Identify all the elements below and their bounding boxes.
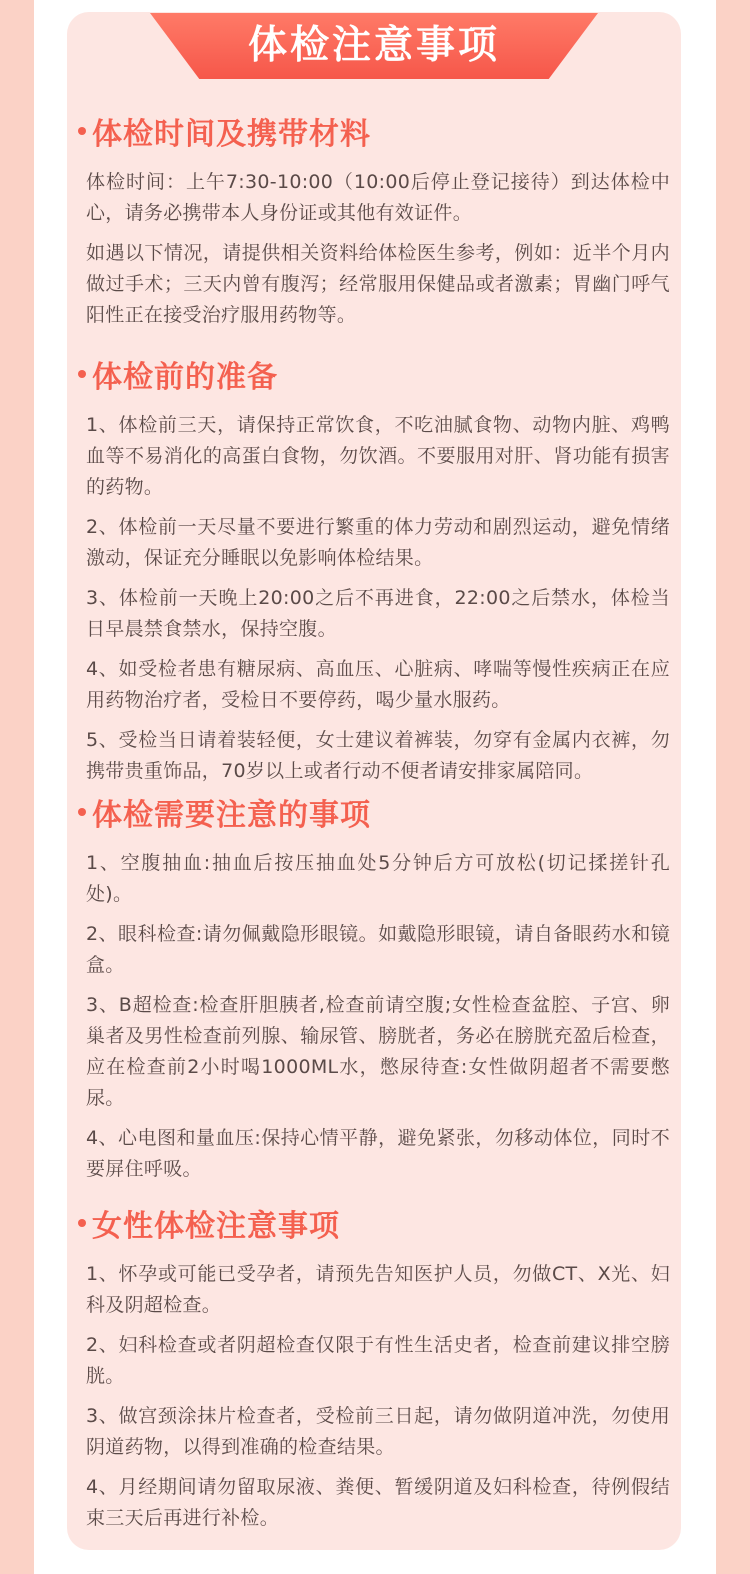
section-preparation [70,354,670,787]
section-title: 体检前的准备 [92,360,278,395]
paragraph: 2、眼科检查:请勿佩戴隐形眼镜。如戴隐形眼镜，请自备眼药水和镜盒。 [86,923,670,976]
paragraph: 1、怀孕或可能已受孕者，请预先告知医护人员，勿做CT、X光、妇科及阴超检查。 [86,1263,670,1316]
section-title: 女性体检注意事项 [92,1209,340,1244]
paragraph: 1、体检前三天，请保持正常饮食，不吃油腻食物、动物内脏、鸡鸭血等不易消化的高蛋白食物，勿饮酒。不要服用对肝、肾功能有损害的药物。 [86,414,670,498]
bullet-dot-icon [78,370,86,378]
bullet-dot-icon [78,808,86,816]
bullet-dot-icon [78,1219,86,1227]
bullet-dot-icon [78,127,86,135]
section-title: 体检需要注意的事项 [92,798,371,833]
paragraph: 2、妇科检查或者阴超检查仅限于有性生活史者，检查前建议排空膀胱。 [86,1334,670,1387]
paragraph: 2、体检前一天尽量不要进行繁重的体力劳动和剧烈运动，避免情绪激动，保证充分睡眠以免影响体检结果。 [86,516,670,569]
paragraph: 4、心电图和量血压:保持心情平静，避免紧张，勿移动体位，同时不要屏住呼吸。 [86,1127,670,1180]
section-notes [70,792,670,1185]
paragraph: 3、B超检查:检查肝胆胰者,检查前请空腹;女性检查盆腔、子宫、卵巢者及男性检查前列腺、输尿管、膀胱者，务必在膀胱充盈后检查，应在检查前2小时喝1000ML水，憋尿待查:女性做阴超者不需要憋尿。 [86,994,670,1109]
paragraph: 如遇以下情况，请提供相关资料给体检医生参考，例如：近半个月内做过手术；三天内曾有腹泻；经常服用保健品或者激素；胃幽门呼气阳性正在接受治疗服用药物等。 [86,242,670,326]
paragraph: 3、做宫颈涂抹片检查者，受检前三日起，请勿做阴道冲洗，勿使用阴道药物，以得到准确的检查结果。 [86,1405,670,1458]
section-title: 体检时间及携带材料 [92,117,371,152]
section-female [70,1203,670,1534]
paragraph: 体检时间：上午7:30-10:00（10:00后停止登记接待）到达体检中心，请务必携带本人身份证或其他有效证件。 [86,171,670,224]
paragraph: 4、如受检者患有糖尿病、高血压、心脏病、哮喘等慢性疾病正在应用药物治疗者，受检日不要停药，喝少量水服药。 [86,658,670,711]
paragraph: 5、受检当日请着装轻便，女士建议着裤装，勿穿有金属内衣裤，勿携带贵重饰品，70岁以上或者行动不便者请安排家属陪同。 [86,729,670,782]
paragraph: 4、月经期间请勿留取尿液、粪便、暂缓阴道及妇科检查，待例假结束三天后再进行补检。 [86,1476,670,1529]
paragraph: 1、空腹抽血:抽血后按压抽血处5分钟后方可放松(切记揉搓针孔处)。 [86,852,670,905]
paragraph: 3、体检前一天晚上20:00之后不再进食，22:00之后禁水，体检当日早晨禁食禁水，保持空腹。 [86,587,670,640]
page-title: 体检注意事项 [247,23,500,68]
section-exam-time [70,111,670,331]
